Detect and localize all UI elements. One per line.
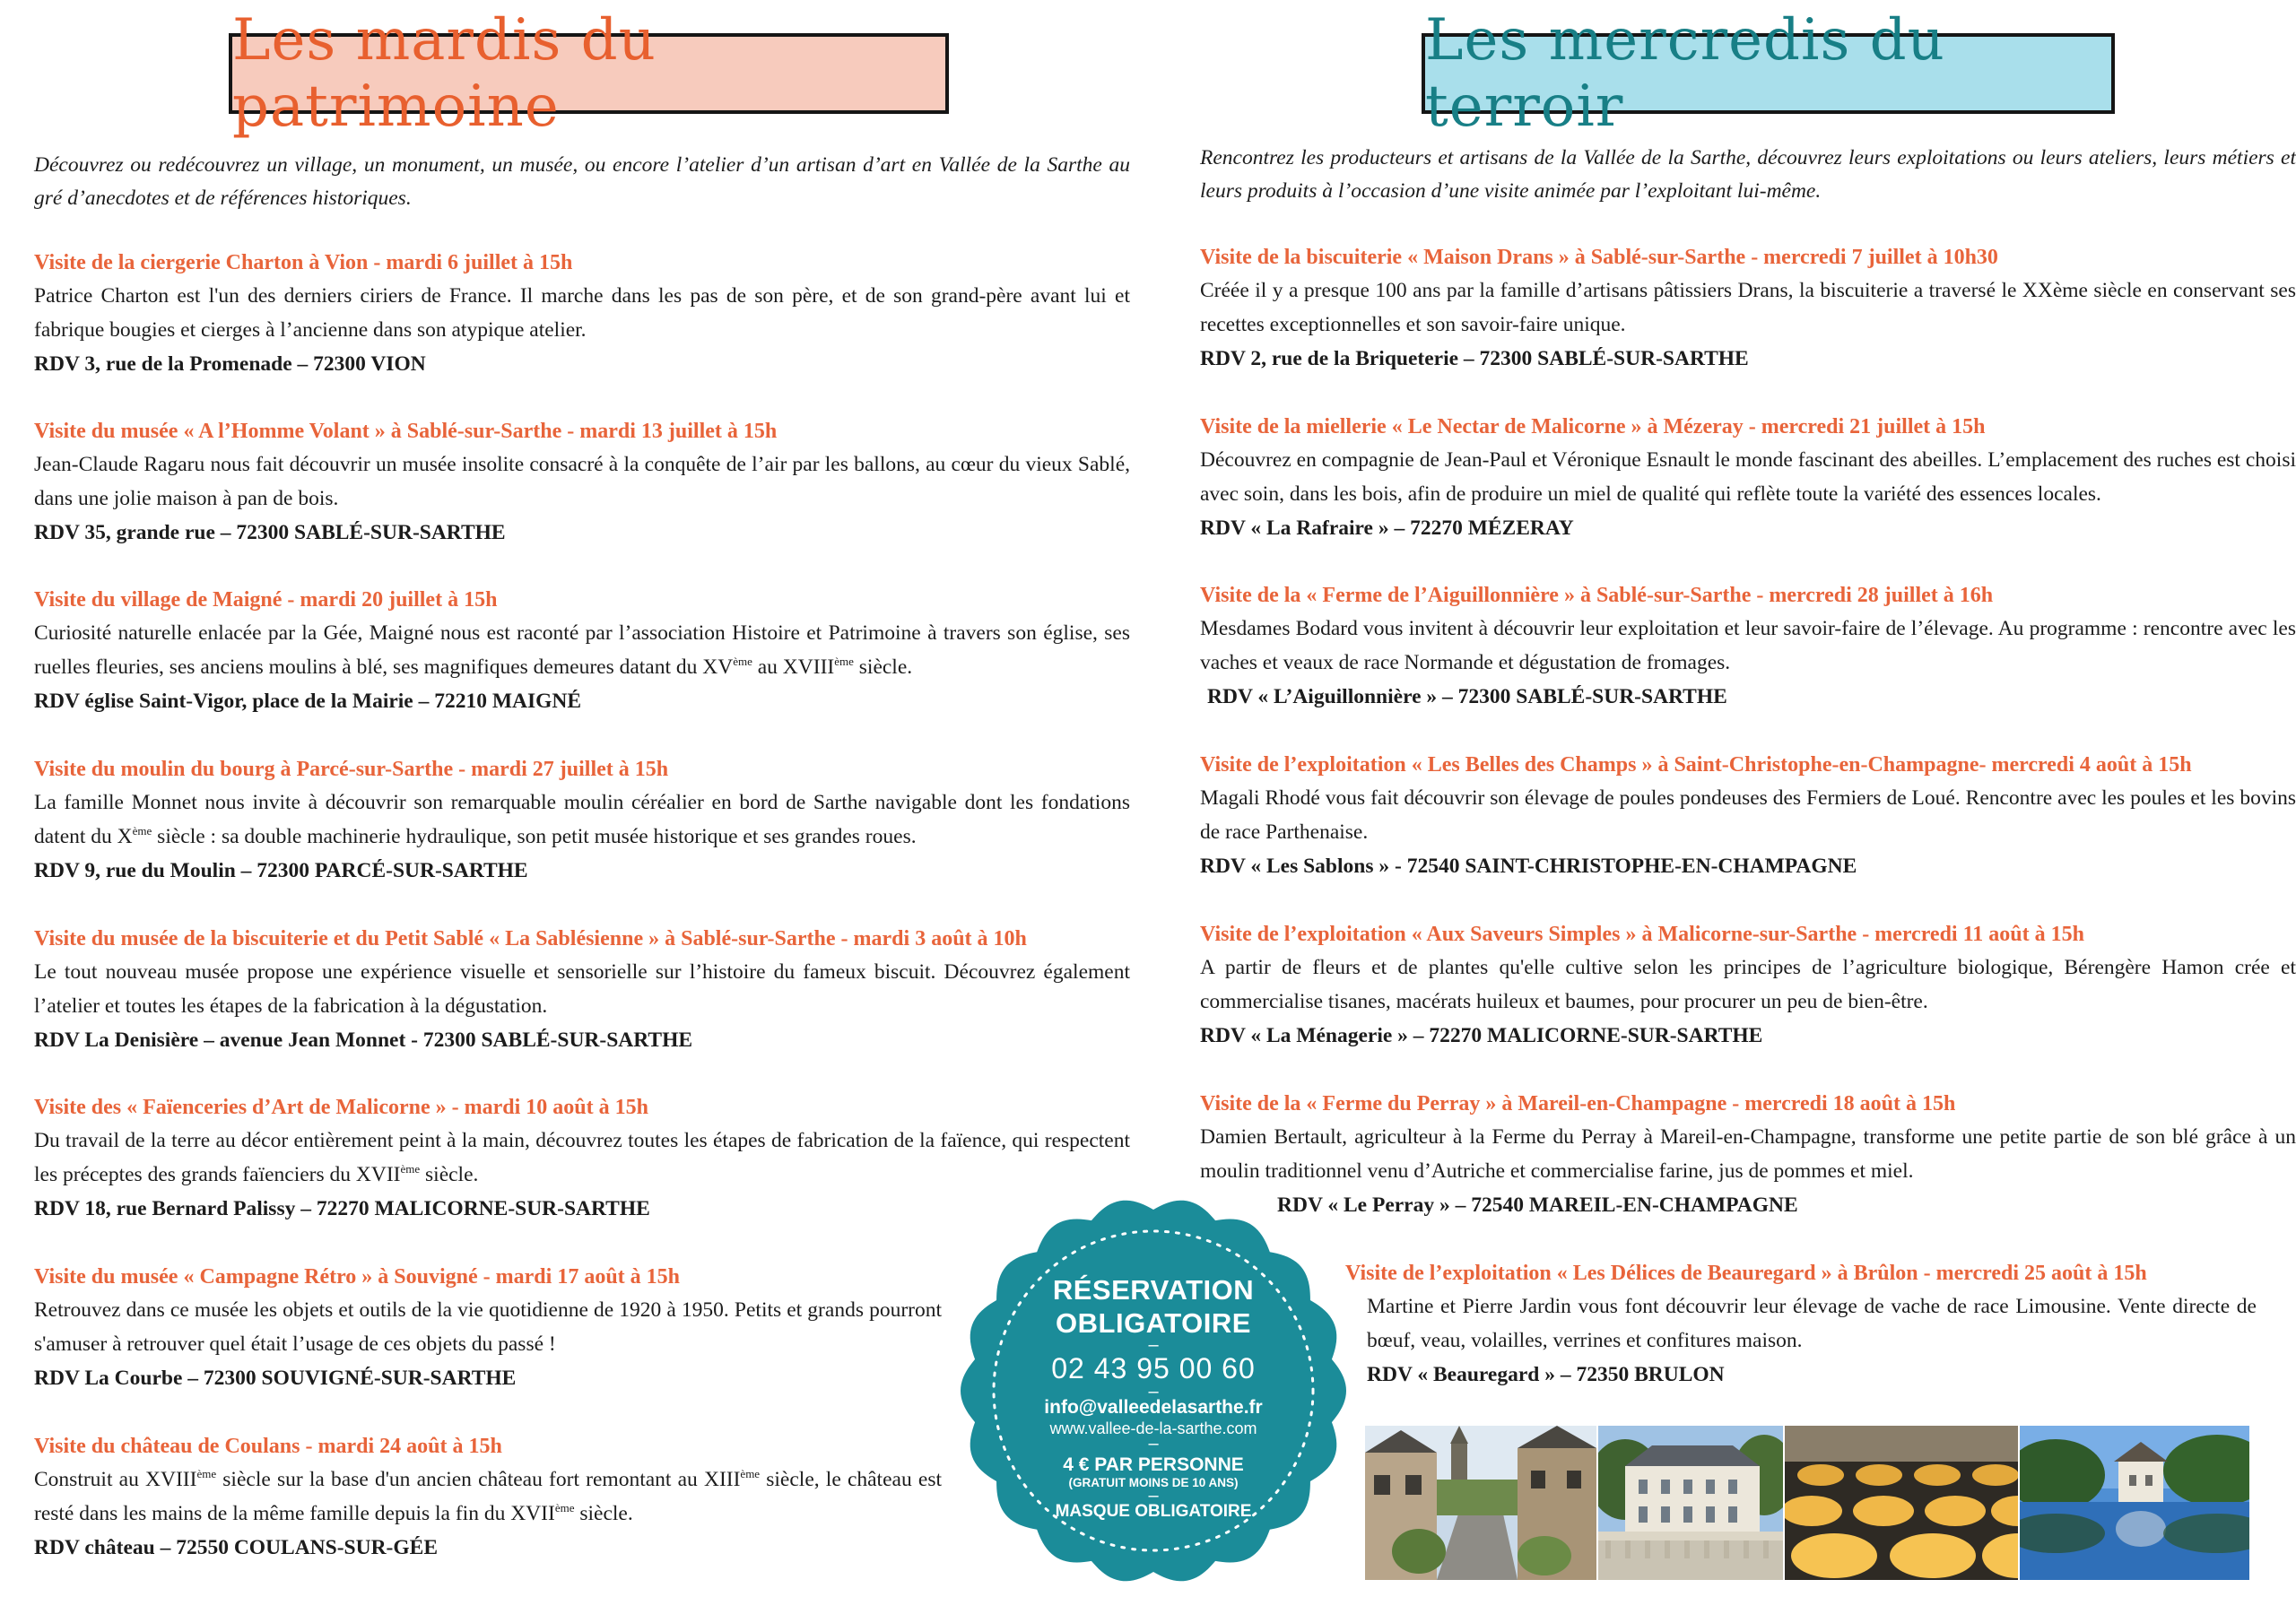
event-description: Patrice Charton est l'un des derniers ciriers de France. Il marche dans les pas de son père, et de son grand-père avant lui et fabrique bougies et cierges à l’ancienne dans son atypique atelier.	[34, 284, 1130, 342]
mask-notice: MASQUE OBLIGATOIRE	[1055, 1502, 1252, 1521]
event-title: Visite du musée de la biscuiterie et du Petit Sablé « La Sablésienne » à Sablé-sur-Sarthe - mardi 3 août à 10h	[34, 927, 1027, 950]
event-rdv: RDV 18, rue Bernard Palissy – 72270 MALICORNE-SUR-SARTHE	[34, 1197, 650, 1220]
event-rdv: RDV « La Rafraire » – 72270 MÉZERAY	[1200, 516, 1574, 540]
event-rdv: RDV « L’Aiguillonnière » – 72300 SABLÉ-SUR-SARTHE	[1207, 685, 1727, 708]
website-link[interactable]: www.vallee-de-la-sarthe.com	[1049, 1419, 1257, 1437]
event-title: Visite de l’exploitation « Aux Saveurs Simples » à Malicorne-sur-Sarthe - mercredi 11 août à 15h	[1200, 923, 2084, 946]
event-rdv: RDV La Denisière – avenue Jean Monnet - 72300 SABLÉ-SUR-SARTHE	[34, 1028, 693, 1052]
event-description: Mesdames Bodard vous invitent à découvrir leur exploitation et leur savoir-faire de l’élevage. Au programme : rencontre avec les vaches et veaux de race Normande et dégustation de fromages.	[1200, 617, 2296, 674]
separator: –	[1148, 1486, 1159, 1506]
event-title: Visite de la « Ferme du Perray » à Mareil-en-Champagne - mercredi 18 août à 15h	[1200, 1092, 1956, 1115]
event-title: Visite du château de Coulans - mardi 24 août à 15h	[34, 1435, 502, 1458]
event-rdv: RDV 2, rue de la Briqueterie – 72300 SABLÉ-SUR-SARTHE	[1200, 347, 1749, 370]
event-rdv: RDV église Saint-Vigor, place de la Mairie – 72210 MAIGNÉ	[34, 690, 582, 713]
right-section-title: Les mercredis du terroir	[1422, 33, 2115, 114]
event-rdv: RDV 3, rue de la Promenade – 72300 VION	[34, 352, 426, 376]
separator: –	[1148, 1382, 1159, 1402]
right-event-2	[1200, 410, 2296, 545]
event-description: Créée il y a presque 100 ans par la famille d’artisans pâtissiers Drans, la biscuiterie a traversé le XXème siècle en conservant ses recettes exceptionnelles et son savoir-faire unique.	[1200, 279, 2296, 336]
left-event-3	[34, 583, 1130, 718]
right-event-1	[1200, 240, 2296, 376]
event-description: A partir de fleurs et de plantes qu'elle cultive selon les principes de l’agriculture biologique, Bérengère Hamon crée et commercialise tisanes, macérats huileux et baumes, pour procurer un peu de bien-être.	[1200, 956, 2296, 1013]
event-description: Retrouvez dans ce musée les objets et outils de la vie quotidienne de 1920 à 1950. Petits et grands pourront s'amuser à retrouver quel était l’usage de ces objets du passé !	[34, 1298, 942, 1356]
event-title: Visite du musée « A l’Homme Volant » à Sablé-sur-Sarthe - mardi 13 juillet à 15h	[34, 420, 778, 443]
event-rdv: RDV 9, rue du Moulin – 72300 PARCÉ-SUR-SARTHE	[34, 859, 528, 882]
price-note: (GRATUIT MOINS DE 10 ANS)	[1068, 1476, 1239, 1489]
right-event-3	[1200, 578, 2296, 714]
event-description: Construit au XVIIIème siècle sur la base d'un ancien château fort remontant au XIIIème siècle, le château est resté dans les mains de la même famille depuis la fin du XVIIème siècle.	[34, 1467, 942, 1525]
left-event-2	[34, 414, 1130, 550]
event-description: Le tout nouveau musée propose une expérience visuelle et sensorielle sur l’histoire du fameux biscuit. Découvrez également l’atelier et toutes les étapes de la fabrication à la dégustation.	[34, 960, 1130, 1018]
left-event-1	[34, 246, 1130, 381]
phone-number[interactable]: 02 43 95 00 60	[1051, 1352, 1256, 1384]
event-title: Visite du moulin du bourg à Parcé-sur-Sarthe - mardi 27 juillet à 15h	[34, 758, 669, 781]
event-title: Visite des « Faïenceries d’Art de Malicorne » - mardi 10 août à 15h	[34, 1096, 648, 1119]
right-intro: Rencontrez les producteurs et artisans de la Vallée de la Sarthe, découvrez leurs exploitations ou leurs ateliers, leurs métiers et leurs produits à l’occasion d’une visite animée par l’exploitant lui-même.	[1200, 146, 2296, 203]
email-link[interactable]: info@valleedelasarthe.fr	[1044, 1397, 1263, 1418]
left-event-7	[34, 1260, 942, 1395]
event-title: Visite de l’exploitation « Les Délices de Beauregard » à Brûlon - mercredi 25 août à 15h	[1345, 1262, 2147, 1285]
event-description: Curiosité naturelle enlacée par la Gée, Maigné nous est raconté par l’association Histoire et Patrimoine à travers son église, ses ruelles fleuries, ses anciens moulins à blé, ses magnifiques demeures datant du XVème au XVIIIème siècle.	[34, 621, 1130, 679]
event-description: Damien Bertault, agriculteur à la Ferme du Perray à Mareil-en-Champagne, transforme une petite partie de son blé grâce à un moulin traditionnel venu d’Autriche et commercialise farine, jus de pommes et miel.	[1200, 1125, 2296, 1183]
chateau-photo	[1598, 1426, 1783, 1580]
right-event-5	[1200, 917, 2296, 1053]
event-rdv: RDV château – 72550 COULANS-SUR-GÉE	[34, 1536, 439, 1559]
event-description: La famille Monnet nous invite à découvrir son remarquable moulin céréalier en bord de Sarthe navigable dont les fondations datent du Xème siècle : sa double machinerie hydraulique, son petit musée historique et ses grandes roues.	[34, 791, 1130, 848]
event-rdv: RDV « La Ménagerie » – 72270 MALICORNE-SUR-SARTHE	[1200, 1024, 1763, 1047]
river-mill-photo	[2020, 1426, 2249, 1580]
right-event-7	[1345, 1256, 2257, 1392]
left-event-8	[34, 1429, 942, 1565]
separator: –	[1148, 1434, 1159, 1454]
reservation-heading-2: OBLIGATOIRE	[1056, 1307, 1251, 1339]
reservation-info	[978, 1273, 1329, 1523]
event-title: Visite du village de Maigné - mardi 20 juillet à 15h	[34, 588, 498, 612]
left-event-4	[34, 752, 1130, 888]
event-title: Visite de la ciergerie Charton à Vion - mardi 6 juillet à 15h	[34, 251, 573, 274]
event-description: Jean-Claude Ragaru nous fait découvrir un musée insolite consacré à la conquête de l’air par les ballons, au cœur du vieux Sablé, dans une jolie maison à pan de bois.	[34, 453, 1130, 510]
event-title: Visite de l’exploitation « Les Belles des Champs » à Saint-Christophe-en-Champagne- mercredi 4 août à 15h	[1200, 753, 2192, 777]
event-rdv: RDV 35, grande rue – 72300 SABLÉ-SUR-SARTHE	[34, 521, 506, 544]
event-title: Visite de la miellerie « Le Nectar de Malicorne » à Mézeray - mercredi 21 juillet à 15h	[1200, 415, 1986, 438]
village-street-photo	[1365, 1426, 1596, 1580]
event-description: Magali Rhodé vous fait découvrir son élevage de poules pondeuses des Fermiers de Loué. Rencontre avec les poules et les bovins de race Parthenaise.	[1200, 786, 2296, 844]
left-intro: Découvrez ou redécouvrez un village, un monument, un musée, ou encore l’atelier d’un artisan d’art en Vallée de la Sarthe au gré d’anecdotes et de références historiques.	[34, 153, 1130, 210]
event-rdv: RDV « Le Perray » – 72540 MAREIL-EN-CHAMPAGNE	[1277, 1193, 1798, 1217]
event-rdv: RDV La Courbe – 72300 SOUVIGNÉ-SUR-SARTHE	[34, 1367, 517, 1390]
event-rdv: RDV « Les Sablons » - 72540 SAINT-CHRISTOPHE-EN-CHAMPAGNE	[1200, 855, 1857, 878]
biscuits-photo	[1785, 1426, 2018, 1580]
separator: –	[1148, 1335, 1159, 1355]
reservation-heading-1: RÉSERVATION	[1052, 1274, 1255, 1306]
event-description: Martine et Pierre Jardin vous font découvrir leur élevage de vache de race Limousine. Vente directe de bœuf, veau, volailles, verrines et confitures maison.	[1367, 1295, 2257, 1352]
event-title: Visite du musée « Campagne Rétro » à Souvigné - mardi 17 août à 15h	[34, 1265, 681, 1289]
right-event-4	[1200, 748, 2296, 883]
price-info: 4 € PAR PERSONNE	[1063, 1454, 1244, 1475]
event-title: Visite de la « Ferme de l’Aiguillonnière » à Sablé-sur-Sarthe - mercredi 28 juillet à 16h	[1200, 584, 1994, 607]
left-event-5	[34, 922, 1130, 1057]
left-section-title: Les mardis du patrimoine	[229, 33, 949, 114]
event-title: Visite de la biscuiterie « Maison Drans » à Sablé-sur-Sarthe - mercredi 7 juillet à 10h30	[1200, 246, 1998, 269]
event-rdv: RDV « Beauregard » – 72350 BRULON	[1367, 1363, 1725, 1386]
event-description: Du travail de la terre au décor entièrement peint à la main, découvrez toutes les étapes de fabrication de la faïence, qui respectent les préceptes des grands faïenciers du XVIIème siècle.	[34, 1129, 1130, 1186]
event-description: Découvrez en compagnie de Jean-Paul et Véronique Esnault le monde fascinant des abeilles. L’emplacement des ruches est choisi avec soin, dans les bois, afin de produire un miel de qualité qui reflète toute la variété des essences locales.	[1200, 448, 2296, 506]
right-event-6	[1200, 1087, 2296, 1222]
